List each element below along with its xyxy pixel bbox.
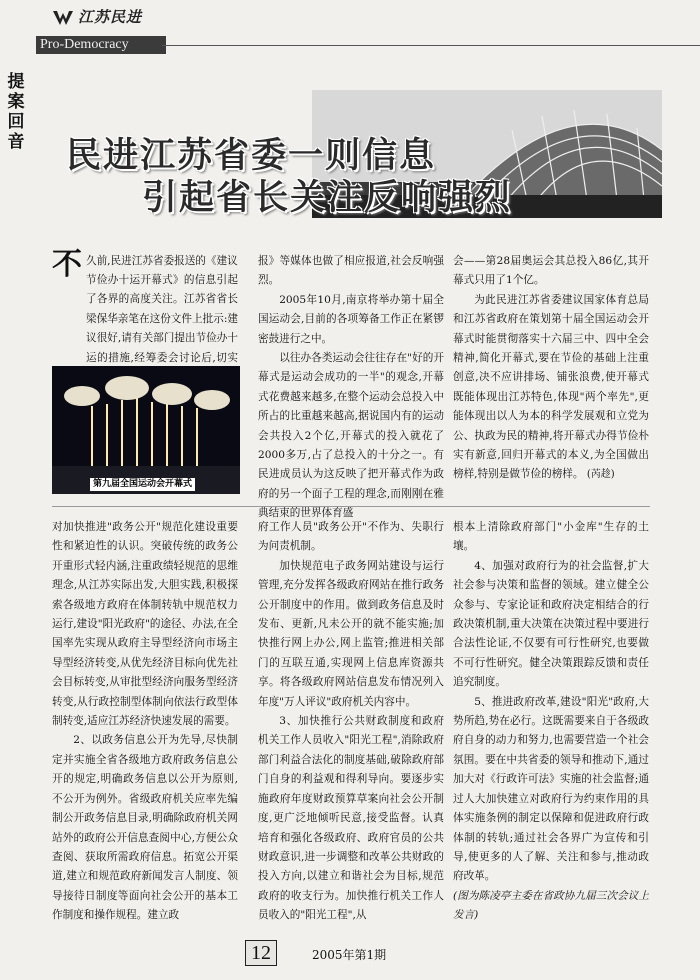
section-label xyxy=(6,72,26,152)
paragraph: 以往办各类运动会往往存在"好的开幕式是运动会成功的一半"的观念,开幕式花费越来越多,在整个运动会总投入中所占的比重越来越高,据说国内有的运动会共投入2个亿,开幕式的投入就花了2000多万,占了总投入的十分之一。有民进成员认为这反映了把开幕式作为政府的另一个面子工程的理念,而刚刚在雅典结束的世界体育盛 xyxy=(258,352,444,520)
paragraph: 根本上清除政府部门"小金库"生存的土壤。 xyxy=(453,521,649,553)
section-char: 案 xyxy=(7,92,25,112)
paragraph: 3、加快推行公共财政制度和政府机关工作人员收入"阳光工程",消除政府部门利益合法化的制度基础,破除政府部门自身的利益观和得利导向。要逐步实施政府年度财政预算草案向社会公开制度,更广泛地倾听民意,接受监督。认真培育和强化各级政府、政府官员的公共财政意识,进一步调整和改革公共财政的投入方向,以建立和谐社会为目标,规范政府的收支行为。加快推行机关工作人员收入的"阳光工程",从 xyxy=(258,715,444,922)
paragraph: 报》等媒体也做了相应报道,社会反响强烈。 xyxy=(258,255,444,287)
photo-caption: 第九届全国运动会开幕式 xyxy=(90,478,195,491)
paragraph: 会——第28届奥运会其总投入86亿,其开幕式只用了1个亿。 xyxy=(453,255,649,287)
article1-col2 xyxy=(258,252,444,524)
paragraph: 对加快推进"政务公开"规范化建设重要性和紧迫性的认识。突破传统的政务公开重形式轻内涵,注重政绩轻规范的思维理念,从江苏实际出发,大胆实践,积极探索各级地方政府在体制转轨中规范权力运行,建设"阳光政府"的途径、办法,在全国率先实现从政府主导型经济向市场主导型经济转变,从优先经济目标向优先社会目标转变,从审批型经济向服务型经济转变,从行政控制型体制向依法行政型体制转变,适应江苏经济快速发展的需要。 xyxy=(52,521,238,728)
article1-col3 xyxy=(453,252,649,485)
paragraph: 加快规范电子政务网站建设与运行管理,充分发挥各级政府网站在推行政务公开制度中的作用。做到政务信息及时发布、更新,凡未公开的就不能实施;加快推行网上办公,网上监管;推进相关部门的互联互通,实现网上信息库资源共享。将各级政府网站信息发布情况列入年度"万人评议"政府机关内容中。 xyxy=(258,559,444,708)
page-number: 12 xyxy=(245,940,277,966)
issue-label: 2005年第1期 xyxy=(312,948,387,962)
paragraph: 5、推进政府改革,建设"阳光"政府,大势所趋,势在必行。这既需要来自于各级政府自身的动力和努力,也需要营造一个社会氛围。要在中共省委的领导和推动下,通过加大对《行政许可法》实施的社会监督;通过人大加快建立对政府行为约束作用的具体实施条例的制定以保障和促进政府行政体制的转轨;通过社会各界广为宣传和引导,使更多的人了解、关注和参与,推动政府改革。 xyxy=(453,695,649,883)
article2-col1 xyxy=(52,518,238,926)
drop-cap: 不 xyxy=(52,247,82,282)
magazine-logo xyxy=(52,6,162,32)
photo-note: (图为陈凌亭主委在省政协九届三次会议上发言) xyxy=(453,889,649,922)
article1-col1-text: 节俭办十运开幕式》的信息引起了各界的高度关注。江苏省省长梁保华亲笔在这份文件上批示:建议很好,请有关部门提出节俭办十运的措施,经筹委会讨论后,切实 xyxy=(86,274,238,364)
paragraph xyxy=(453,291,649,485)
fireworks-illustration xyxy=(52,366,240,494)
article2-col3 xyxy=(453,518,649,926)
paragraph: 2005年10月,南京将举办第十届全国运动会,目前的各项筹备工作正在紧锣密鼓进行之中。 xyxy=(258,293,444,345)
article1-first-line: 久前,民进江苏省委报送的《建议 xyxy=(86,255,238,267)
banner-divider xyxy=(162,45,700,46)
article-divider xyxy=(52,506,650,507)
article2-col2 xyxy=(258,518,444,926)
paragraph-text: 为此民进江苏省委建议国家体育总局和江苏省政府在策划第十届全国运动会开幕式时能贯彻落实十六届三中、四中全会精神,简化开幕式,要在节俭的基础上注重创意,决不应讲排场、铺张浪费,使开幕式既能体现出江苏特色,体现"两个率先",更能体现出以人为本的科学发展观和立党为公、执政为民的精神,将开幕式办得节俭朴实有新意,回归开幕式的本义,为全国做出榜样,特别是做节俭的榜样。 xyxy=(453,293,649,481)
section-char: 音 xyxy=(7,132,25,152)
opening-ceremony-photo xyxy=(52,366,240,494)
section-banner: Pro-Democracy xyxy=(36,36,166,54)
paragraph: 4、加强对政府行为的社会监督,扩大社会参与决策和监督的领域。建立健全公众参与、专家论证和政府决定相结合的行政决策机制,重大决策在决策过程中要进行合法性论证,不仅要有可行性研究,也要做不可行性研究。健全决策跟踪反馈和责任追究制度。 xyxy=(453,559,649,689)
paragraph: 2、以政务信息公开为先导,尽快制定并实施全省各级地方政府政务信息公开的规定,明确政务信息以公开为原则,不公开为例外。省级政府机关应率先编制公开政务信息目录,明确除政府机关网站外的政府公开信息查阅中心,方便公众查阅、获取所需政府信息。拓宽公开渠道,建立和规范政府新闻发言人制度、领导接待日制度等面向社会公开的基本工作制度和操作规程。建立政 xyxy=(52,734,238,922)
paragraph: 府工作人员"政务公开"不作为、失职行为问责机制。 xyxy=(258,521,444,553)
headline-line-1: 民进江苏省委一则信息 xyxy=(66,136,437,176)
section-char: 回 xyxy=(7,112,25,132)
logo-mark-icon xyxy=(52,9,74,27)
author-signature: (芮趁) xyxy=(586,469,615,481)
headline-line-2: 引起省长关注反响强烈 xyxy=(142,178,513,218)
section-char: 提 xyxy=(7,72,25,92)
logo-text: 江苏民进 xyxy=(78,8,143,26)
